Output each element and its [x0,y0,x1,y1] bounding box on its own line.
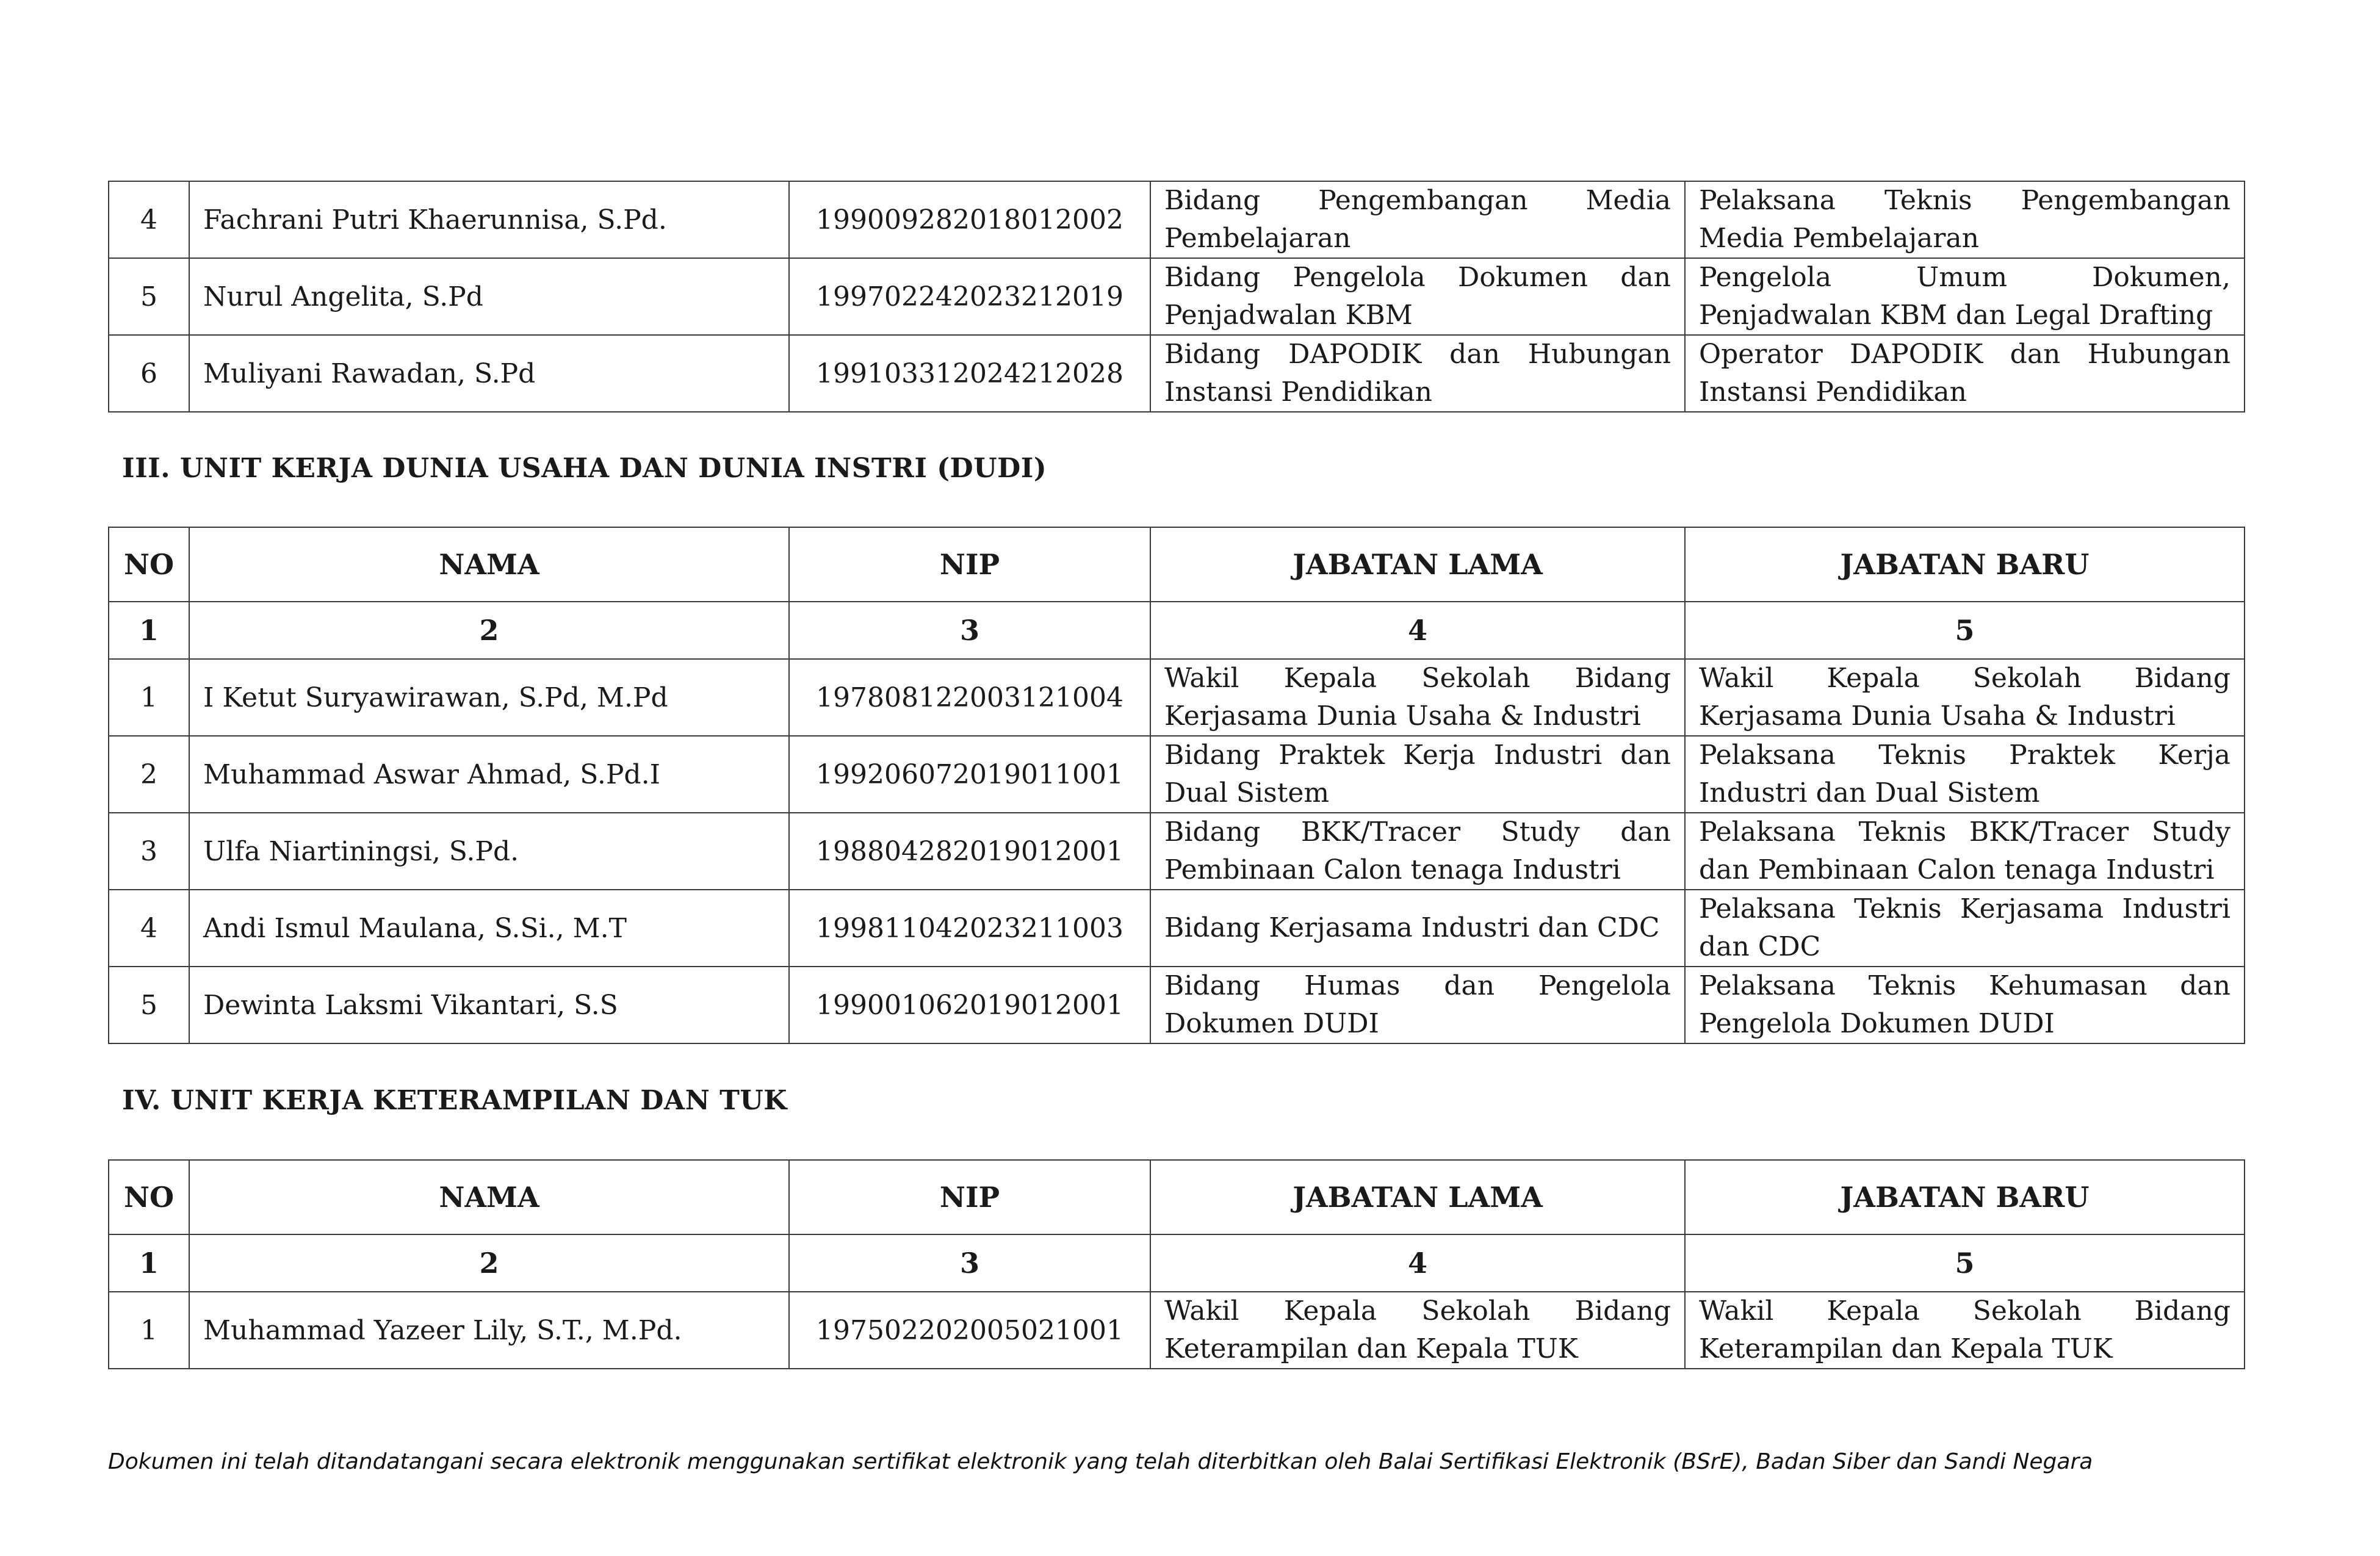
cell-nip: 199702242023212019 [789,258,1150,335]
cell-nama: Muliyani Rawadan, S.Pd [189,335,789,412]
cell-text-line: Kerjasama Dunia Usaha & Industri [1164,701,1641,732]
cell-text-line: Pelaksana Teknis BKK/Tracer Study [1699,816,2230,848]
cell-text-line: Penjadwalan KBM [1164,300,1413,331]
cell-text-line: dan CDC [1699,931,1821,962]
cell-text-line: Kerjasama Dunia Usaha & Industri [1699,701,2176,732]
cell-jabatan-lama [1150,813,1685,890]
cell-nama: Nurul Angelita, S.Pd [189,258,789,335]
table-row [109,890,2245,967]
col-number: 1 [109,1234,189,1292]
cell-jabatan-lama [1150,181,1685,258]
section-title-keterampilan: IV. UNIT KERJA KETERAMPILAN DAN TUK [122,1085,787,1116]
cell-text-line: Keterampilan dan Kepala TUK [1164,1333,1578,1364]
table-dudi [108,527,2245,1044]
cell-text-line: Dual Sistem [1164,777,1330,809]
cell-text-line: Pelaksana Teknis Praktek Kerja [1699,740,2230,771]
cell-text-line: Bidang Humas dan Pengelola [1164,970,1671,1001]
cell-nip: 198804282019012001 [789,813,1150,890]
cell-jabatan-baru [1685,736,2245,813]
cell-no: 5 [109,967,189,1043]
electronic-signature-notice: Dokumen ini telah ditandatangani secara elektronik menggunakan sertifikat elektronik yang telah diterbitkan oleh Balai Sertifikasi Elektronik (BSrE), Badan Siber dan Sandi Negara [108,1449,2093,1474]
cell-jabatan-lama [1150,258,1685,335]
cell-text-line: Pembinaan Calon tenaga Industri [1164,854,1621,885]
table-keterampilan [108,1159,2245,1369]
col-number: 2 [189,602,789,659]
col-header-nama: NAMA [189,527,789,602]
col-number: 4 [1150,1234,1685,1292]
col-header-jabatan-lama: JABATAN LAMA [1150,527,1685,602]
col-header-jabatan-baru: JABATAN BARU [1685,527,2245,602]
cell-nama: Andi Ismul Maulana, S.Si., M.T [189,890,789,967]
cell-jabatan-lama [1150,736,1685,813]
cell-text-line: Bidang Pengelola Dokumen dan [1164,262,1671,293]
cell-no: 2 [109,736,189,813]
cell-nama: Muhammad Yazeer Lily, S.T., M.Pd. [189,1292,789,1369]
cell-jabatan-baru [1685,659,2245,736]
table-row [109,659,2245,736]
table-body [109,181,2245,412]
cell-nip: 199001062019012001 [789,967,1150,1043]
cell-no: 5 [109,258,189,335]
cell-nip: 197808122003121004 [789,659,1150,736]
cell-no: 4 [109,181,189,258]
cell-text-line: Pengelola Umum Dokumen, [1699,262,2230,293]
cell-jabatan-lama [1150,1292,1685,1369]
cell-jabatan-lama [1150,967,1685,1043]
table-row [109,813,2245,890]
cell-nip: 199206072019011001 [789,736,1150,813]
cell-text-line: Media Pembelajaran [1699,223,1979,254]
col-number: 1 [109,602,189,659]
table-row [109,736,2245,813]
cell-text-line: Bidang Kerjasama Industri dan CDC [1164,912,1660,943]
cell-text-line: Penjadwalan KBM dan Legal Drafting [1699,300,2213,331]
cell-nama: I Ketut Suryawirawan, S.Pd, M.Pd [189,659,789,736]
cell-text-line: Pengelola Dokumen DUDI [1699,1008,2055,1039]
table-header [109,1160,2245,1292]
table-body [109,1292,2245,1369]
cell-text-line: Pelaksana Teknis Pengembangan [1699,185,2230,216]
cell-jabatan-baru [1685,890,2245,967]
col-header-no: NO [109,527,189,602]
col-header-nama: NAMA [189,1160,789,1234]
col-header-nip: NIP [789,1160,1150,1234]
col-header-jabatan-lama: JABATAN LAMA [1150,1160,1685,1234]
cell-nip: 199811042023211003 [789,890,1150,967]
cell-jabatan-baru [1685,258,2245,335]
cell-jabatan-baru [1685,813,2245,890]
cell-text-line: Wakil Kepala Sekolah Bidang [1164,1295,1671,1327]
cell-text-line: Instansi Pendidikan [1699,376,1967,408]
col-number: 4 [1150,602,1685,659]
table-header [109,527,2245,659]
cell-jabatan-baru [1685,1292,2245,1369]
col-number: 3 [789,602,1150,659]
cell-jabatan-baru [1685,967,2245,1043]
cell-jabatan-lama [1150,335,1685,412]
cell-nama: Dewinta Laksmi Vikantari, S.S [189,967,789,1043]
cell-text-line: Instansi Pendidikan [1164,376,1432,408]
cell-text-line: Pelaksana Teknis Kerjasama Industri [1699,893,2230,924]
cell-text-line: Pembelajaran [1164,223,1351,254]
cell-no: 4 [109,890,189,967]
cell-text-line: Bidang BKK/Tracer Study dan [1164,816,1671,848]
col-header-no: NO [109,1160,189,1234]
cell-text-line: Keterampilan dan Kepala TUK [1699,1333,2113,1364]
cell-nama: Fachrani Putri Khaerunnisa, S.Pd. [189,181,789,258]
table-row [109,967,2245,1043]
table-row [109,181,2245,258]
cell-jabatan-baru [1685,181,2245,258]
section-title-dudi: III. UNIT KERJA DUNIA USAHA DAN DUNIA INSTRI (DUDI) [122,453,1047,484]
cell-text-line: Bidang DAPODIK dan Hubungan [1164,339,1671,370]
cell-text-line: Bidang Pengembangan Media [1164,185,1671,216]
table-row [109,335,2245,412]
col-number: 2 [189,1234,789,1292]
cell-text-line: dan Pembinaan Calon tenaga Industri [1699,854,2215,885]
col-number: 5 [1685,602,2245,659]
cell-text-line: Dokumen DUDI [1164,1008,1379,1039]
cell-no: 3 [109,813,189,890]
cell-jabatan-baru [1685,335,2245,412]
cell-nama: Muhammad Aswar Ahmad, S.Pd.I [189,736,789,813]
table-body [109,659,2245,1043]
cell-text-line: Operator DAPODIK dan Hubungan [1699,339,2230,370]
cell-text-line: Wakil Kepala Sekolah Bidang [1699,663,2230,694]
cell-nama: Ulfa Niartiningsi, S.Pd. [189,813,789,890]
cell-text-line: Pelaksana Teknis Kehumasan dan [1699,970,2230,1001]
cell-nip: 199009282018012002 [789,181,1150,258]
cell-no: 6 [109,335,189,412]
col-number: 3 [789,1234,1150,1292]
table-row [109,1292,2245,1369]
cell-no: 1 [109,659,189,736]
cell-text-line: Wakil Kepala Sekolah Bidang [1164,663,1671,694]
cell-no: 1 [109,1292,189,1369]
cell-nip: 199103312024212028 [789,335,1150,412]
cell-text-line: Wakil Kepala Sekolah Bidang [1699,1295,2230,1327]
cell-jabatan-lama [1150,659,1685,736]
cell-nip: 197502202005021001 [789,1292,1150,1369]
col-number: 5 [1685,1234,2245,1292]
table-continuation [108,181,2245,412]
cell-jabatan-lama [1150,890,1685,967]
cell-text-line: Industri dan Dual Sistem [1699,777,2040,809]
col-header-jabatan-baru: JABATAN BARU [1685,1160,2245,1234]
table-row [109,258,2245,335]
cell-text-line: Bidang Praktek Kerja Industri dan [1164,740,1671,771]
col-header-nip: NIP [789,527,1150,602]
